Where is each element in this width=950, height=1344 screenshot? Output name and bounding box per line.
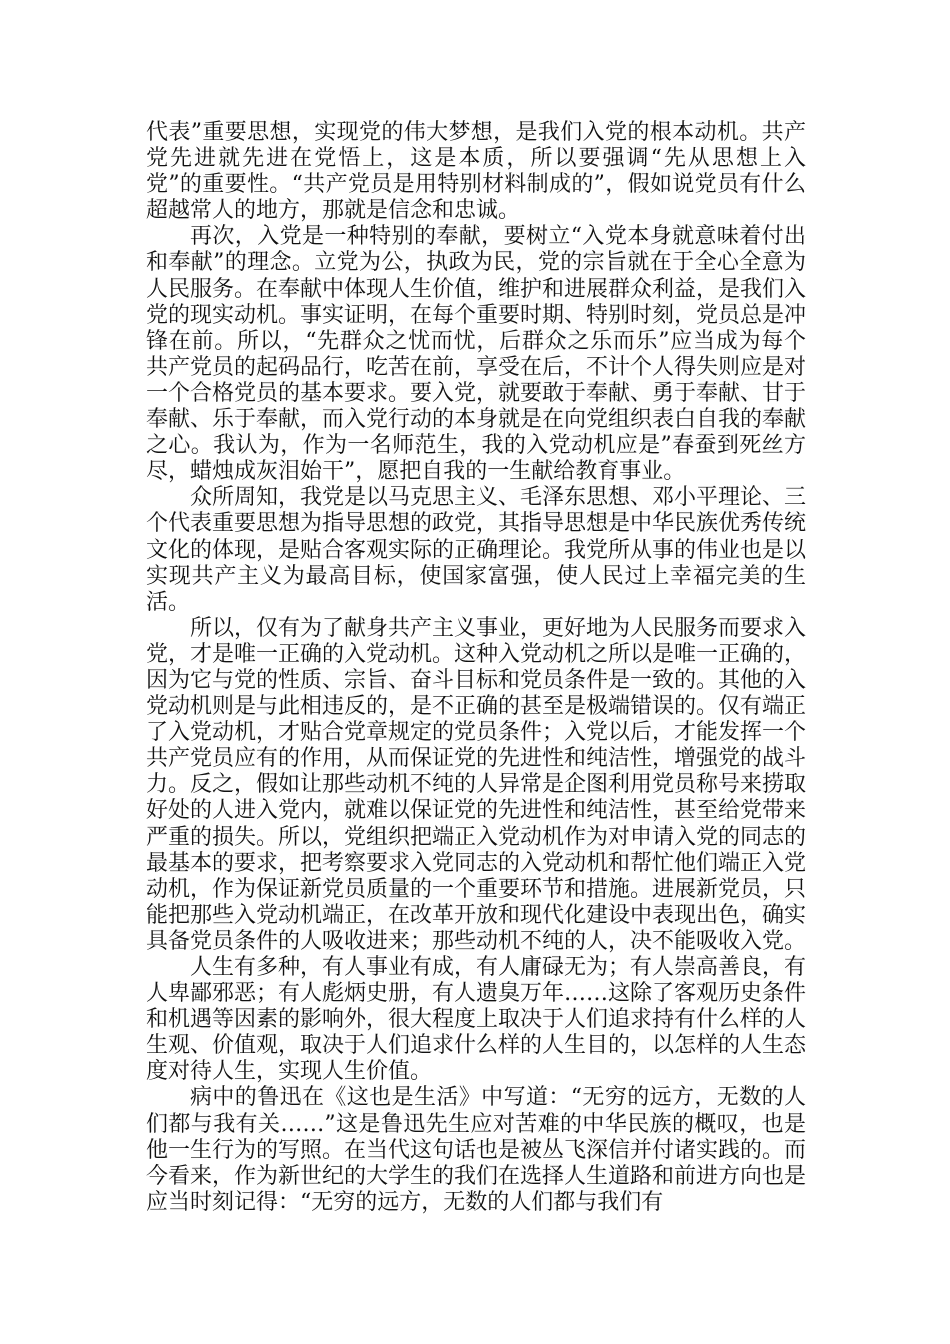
paragraph: 所以，仅有为了献身共产主义事业，更好地为人民服务而要求入党，才是唯一正确的入党动机。这种入党动机之所以是唯一正确的，因为它与党的性质、宗旨、奋斗目标和党员条件是一致的。其他的入党动机则是与此相违反的，是不正确的甚至是极端错误的。仅有端正了入党动机，才贴合党章规定的党员条件；入党以后，才能发挥一个共产党员应有的作用，从而保证党的先进性和纯洁性，增强党的战斗力。反之，假如让那些动机不纯的人异常是企图利用党员称号来捞取好处的人进入党内，就难以保证党的先进性和纯洁性，甚至给党带来严重的损失。所以，党组织把端正入党动机作为对申请入党的同志的最基本的要求，把考察要求入党同志的入党动机和帮忙他们端正入党动机，作为保证新党员质量的一个重要环节和措施。进展新党员，只能把那些入党动机端正，在改革开放和现代化建设中表现出色，确实具备党员条件的人吸收进来；那些动机不纯的人，决不能吸收入党。 [146, 615, 807, 954]
paragraph: 众所周知，我党是以马克思主义、毛泽东思想、邓小平理论、三个代表重要思想为指导思想的政党，其指导思想是中华民族优秀传统文化的体现，是贴合客观实际的正确理论。我党所从事的伟业也是以实现共产主义为最高目标，使国家富强，使人民过上幸福完美的生活。 [146, 485, 807, 615]
document-body [146, 120, 806, 1216]
paragraph: 病中的鲁迅在《这也是生活》中写道：“无穷的远方，无数的人们都与我有关……”这是鲁迅先生应对苦难的中华民族的概叹，也是他一生行为的写照。在当代这句话也是被丛飞深信并付诸实践的。而今看来，作为新世纪的大学生的我们在选择人生道路和前进方向也是应当时刻记得：“无穷的远方，无数的人们都与我们有 [146, 1085, 807, 1215]
paragraph: 人生有多种，有人事业有成，有人庸碌无为；有人崇高善良，有人卑鄙邪恶；有人彪炳史册，有人遗臭万年……这除了客观历史条件和机遇等因素的影响外，很大程度上取决于人们追求持有什么样的人生观、价值观，取决于人们追求什么样的人生目的，以怎样的人生态度对待人生，实现人生价值。 [146, 955, 807, 1085]
paragraph: 再次，入党是一种特别的奉献，要树立“入党本身就意味着付出和奉献”的理念。立党为公，执政为民，党的宗旨就在于全心全意为人民服务。在奉献中体现人生价值，维护和进展群众利益，是我们入党的现实动机。事实证明，在每个重要时期、特别时刻，党员总是冲锋在前。所以，“先群众之忧而忧，后群众之乐而乐”应当成为每个共产党员的起码品行，吃苦在前，享受在后，不计个人得失则应是对一个合格党员的基本要求。要入党，就要敢于奉献、勇于奉献、甘于奉献、乐于奉献，而入党行动的本身就是在向党组织表白自我的奉献之心。我认为，作为一名师范生，我的入党动机应是”春蚕到死丝方尽，蜡烛成灰泪始干”，愿把自我的一生献给教育事业。 [146, 224, 807, 485]
paragraph: 代表”重要思想，实现党的伟大梦想，是我们入党的根本动机。共产党先进就先进在党悟上，这是本质，所以要强调“先从思想上入党”的重要性。“共产党员是用特别材料制成的”，假如说党员有什么超越常人的地方，那就是信念和忠诚。 [146, 120, 806, 224]
